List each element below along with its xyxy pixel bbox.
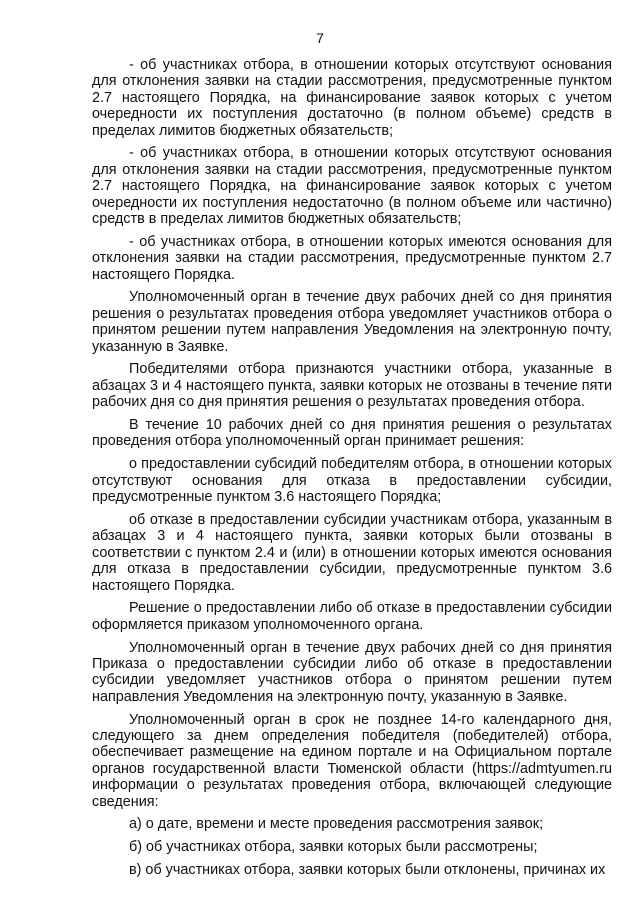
page-number: 7 [316, 30, 324, 46]
paragraph: о предоставлении субсидий победителям отбора, в отношении которых отсутствуют основания для отказа в предоставлении субсидии, предусмотренные пунктом 3.6 настоящего Порядка; [92, 456, 612, 506]
paragraph: В течение 10 рабочих дней со дня принятия решения о результатах проведения отбора уполномоченный орган принимает решения: [92, 417, 612, 450]
paragraph: - об участниках отбора, в отношении которых имеются основания для отклонения заявки на стадии рассмотрения, предусмотренные пунктом 2.7 настоящего Порядка. [92, 233, 612, 283]
paragraph: Уполномоченный орган в срок не позднее 14-го календарного дня, следующего за днем определения победителя (победителей) отбора, обеспечивает размещение на едином портале и на Официальном портале органов государственной власти Тюменской области (https://admtyumen.ru информации о результатах проведения отбора, включающей следующие сведения: [92, 711, 612, 810]
paragraph: Победителями отбора признаются участники отбора, указанные в абзацах 3 и 4 настоящего пункта, заявки которых не отозваны в течение пяти рабочих дня со дня принятия решения о результатах проведения отбора. [92, 361, 612, 411]
paragraph: в) об участниках отбора, заявки которых были отклонены, причинах их [129, 861, 606, 878]
paragraph: а) о дате, времени и месте проведения рассмотрения заявок; [129, 816, 544, 833]
paragraph: - об участниках отбора, в отношении которых отсутствуют основания для отклонения заявки на стадии рассмотрения, предусмотренные пунктом 2.7 настоящего Порядка, на финансирование заявок которых с учетом очередности их поступления достаточно (в полном объеме) средств в пределах лимитов бюджетных обязательств; [92, 57, 612, 139]
paragraph: Уполномоченный орган в течение двух рабочих дней со дня принятия Приказа о предоставлении субсидии либо об отказе в предоставлении субсидии уведомляет участников отбора о принятом решении путем направления Уведомления на электронную почту, указанную в Заявке. [92, 639, 612, 705]
paragraph: об отказе в предоставлении субсидии участникам отбора, указанным в абзацах 3 и 4 настоящего пункта, заявки которых были отозваны в соответствии с пунктом 2.4 и (или) в отношении которых имеются основания для отказа в предоставлении субсидии, предусмотренные пунктом 3.6 настоящего Порядка. [92, 511, 612, 594]
paragraph: Решение о предоставлении либо об отказе в предоставлении субсидии оформляется приказом уполномоченного органа. [92, 600, 612, 633]
paragraph: - об участниках отбора, в отношении которых отсутствуют основания для отклонения заявки на стадии рассмотрения, предусмотренные пунктом 2.7 настоящего Порядка, на финансирование заявок которых с учетом очередности их поступления недостаточно (в полном объеме или частично) средств в пределах лимитов бюджетных обязательств; [92, 145, 612, 228]
paragraph: б) об участниках отбора, заявки которых были рассмотрены; [129, 839, 538, 856]
paragraph: Уполномоченный орган в течение двух рабочих дней со дня принятия решения о результатах проведения отбора уведомляет участников отбора о принятом решении путем направления Уведомления на электронную почту, указанную в Заявке. [92, 289, 612, 355]
document-body [92, 57, 612, 878]
